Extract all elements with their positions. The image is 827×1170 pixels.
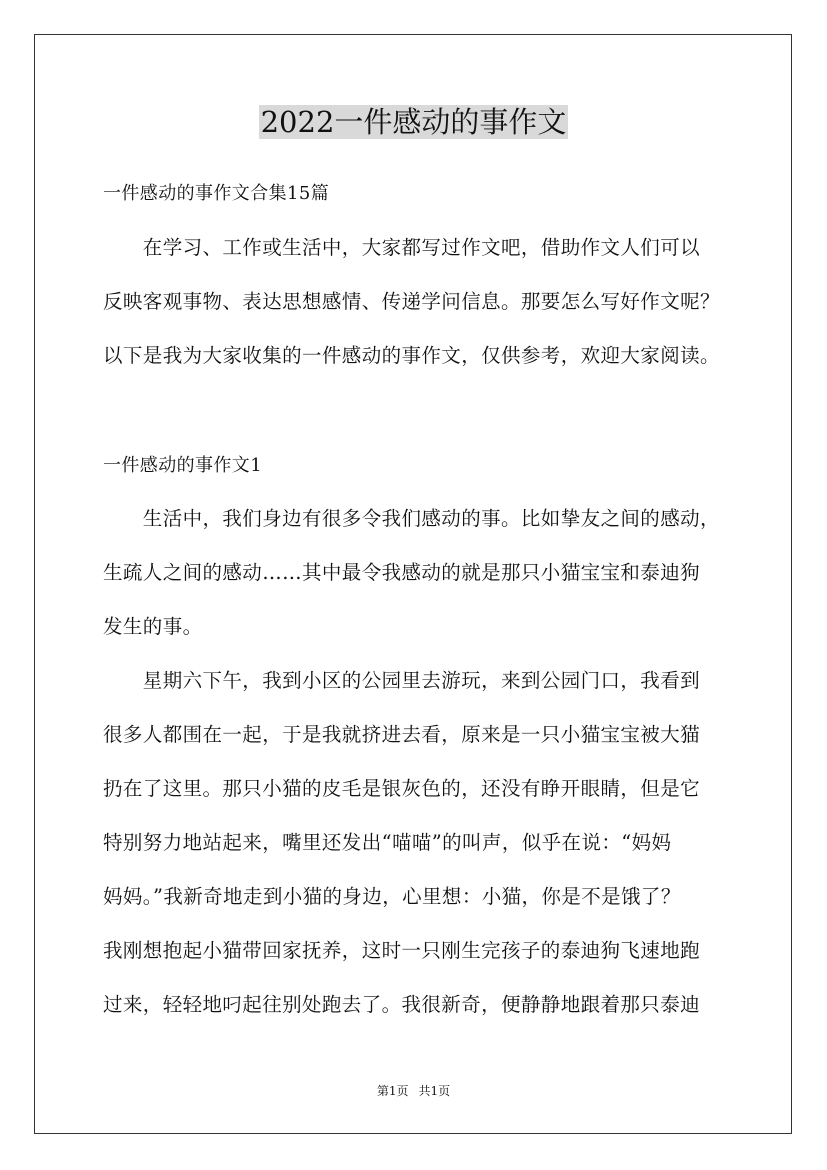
page-total: 共1页 [418,1084,451,1098]
intro-line-1: 在学习、工作或生活中，大家都写过作文吧，借助作文人们可以 [103,236,701,259]
para1-line-2: 生疏人之间的感动……其中最令我感动的就是那只小猫宝宝和泰迪狗 [103,561,701,584]
para2-line-5: 妈妈。”我新奇地走到小猫的身边，心里想：小猫，你是不是饿了？ [103,885,681,908]
para2-line-4: 特别努力地站起来，嘴里还发出“喵喵”的叫声，似乎在说：“妈妈 [103,831,672,854]
section-heading: 一件感动的事作文1 [103,455,263,476]
intro-line-3: 以下是我为大家收集的一件感动的事作文，仅供参考，欢迎大家阅读。 [103,344,720,367]
page-footer [0,1082,827,1100]
para2-line-2: 很多人都围在一起，于是我就挤进去看，原来是一只小猫宝宝被大猫 [103,723,701,746]
document-title [0,100,827,144]
para1-line-1: 生活中，我们身边有很多令我们感动的事。比如挚友之间的感动， [103,507,720,530]
document-title-text: 2022一件感动的事作文 [260,105,567,139]
intro-line-2: 反映客观事物、表达思想感情、传递学问信息。那要怎么写好作文呢？ [103,290,720,313]
para2-line-7: 过来，轻轻地叼起往别处跑去了。我很新奇，便静静地跟着那只泰迪 [103,993,701,1016]
subtitle: 一件感动的事作文合集15篇 [103,183,330,204]
para2-line-3: 扔在了这里。那只小猫的皮毛是银灰色的，还没有睁开眼睛，但是它 [103,777,701,800]
page-number: 第1页 [376,1084,409,1098]
para2-line-6: 我刚想抱起小猫带回家抚养，这时一只刚生完孩子的泰迪狗飞速地跑 [103,939,701,962]
para2-line-1: 星期六下午，我到小区的公园里去游玩，来到公园门口，我看到 [103,669,701,692]
para1-line-3: 发生的事。 [103,615,203,638]
